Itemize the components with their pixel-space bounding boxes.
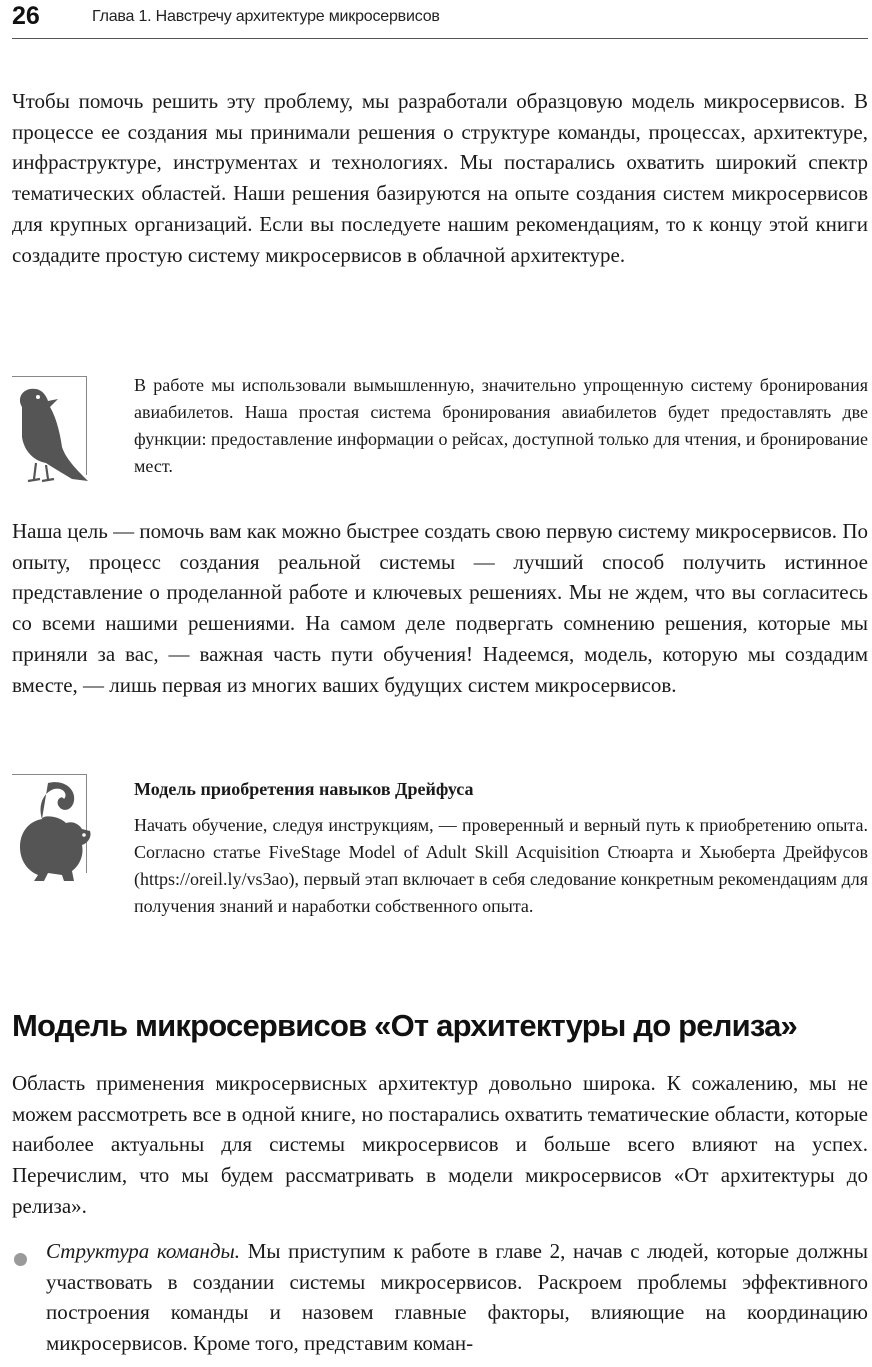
crow-icon xyxy=(2,377,94,487)
body-paragraph-2: Наша цель — помочь вам как можно быстрее создать свою первую систему микросервисов. По опыту, процесс создания реальной системы — лучший способ получить истинное представление о проделанной работе и ключевых решениях. Мы не ждем, что вы согласитесь со всеми нашими решениями. На самом деле подвергать сомнению решения, которые мы приняли за вас, — важная часть пути обучения! Надеемся, модель, которую мы создадим вместе, — лишь первая из многих ваших будущих систем микросервисов. xyxy=(12,519,868,697)
page-number: 26 xyxy=(12,2,40,30)
list-item-text: Мы приступим к работе в главе 2, начав с людей, которые должны участвовать в создании системы микросервисов. Раскроем проблемы эффективного построения команды и назовем главные факторы, влияющие на координацию микросервисов. Кроме того, представим коман- xyxy=(46,1239,869,1356)
note-2 xyxy=(134,776,868,920)
note-text-1: В работе мы использовали вымышленную, значительно упрощенную систему бронирования авиабилетов. Наша простая система бронирования авиабилетов будет предоставлять две функции: предоставление информации о рейсах, доступной только для чтения, и бронирование мест. xyxy=(134,375,868,476)
note-icon-frame xyxy=(12,774,87,873)
page-header xyxy=(12,0,868,39)
section-intro: Область применения микросервисных архитектур довольно широка. К сожалению, мы не можем рассмотреть все в одной книге, но постарались охватить тематические области, которые наиболее актуальны для системы микросервисов и больше всего влияют на успех. Перечислим, что мы будем рассматривать в модели микросервисов «От архитектуры до релиза». xyxy=(12,1071,868,1218)
section-heading: Модель микросервисов «От архитектуры до релиза» xyxy=(12,1008,797,1043)
running-head: Глава 1. Навстречу архитектуре микросервисов xyxy=(92,8,440,25)
note-title: Модель приобретения навыков Дрейфуса xyxy=(134,779,474,799)
list-item-term: Структура команды. xyxy=(46,1239,241,1263)
note-text-2: Начать обучение, следуя инструкциям, — проверенный и верный путь к приобретению опыта. Согласно статье FiveStage Model of Adult Skill Acquisition Стюарта и Хьюберта Дрейфусов (https://oreil.ly/vs3ao), первый этап включает в себя следование конкретным рекомендациям для получения знаний и наработки собственного опыта. xyxy=(134,815,868,916)
body-paragraph-1: Чтобы помочь решить эту проблему, мы разработали образцовую модель микросервисов. В процессе ее создания мы принимали решения о структуре команды, процессах, архитектуре, инфраструктуре, инструментах и технологиях. Мы постарались охватить широкий спектр тематических областей. Наши решения базируются на опыте создания систем микросервисов для крупных организаций. Если вы последуете нашим рекомендациям, то к концу этой книги создадите простую систему микросервисов в облачной архитектуре. xyxy=(12,89,868,267)
bullet-icon xyxy=(14,1253,27,1266)
lemur-icon xyxy=(2,775,94,887)
list-item xyxy=(46,1236,868,1359)
note-icon-frame xyxy=(12,376,87,475)
